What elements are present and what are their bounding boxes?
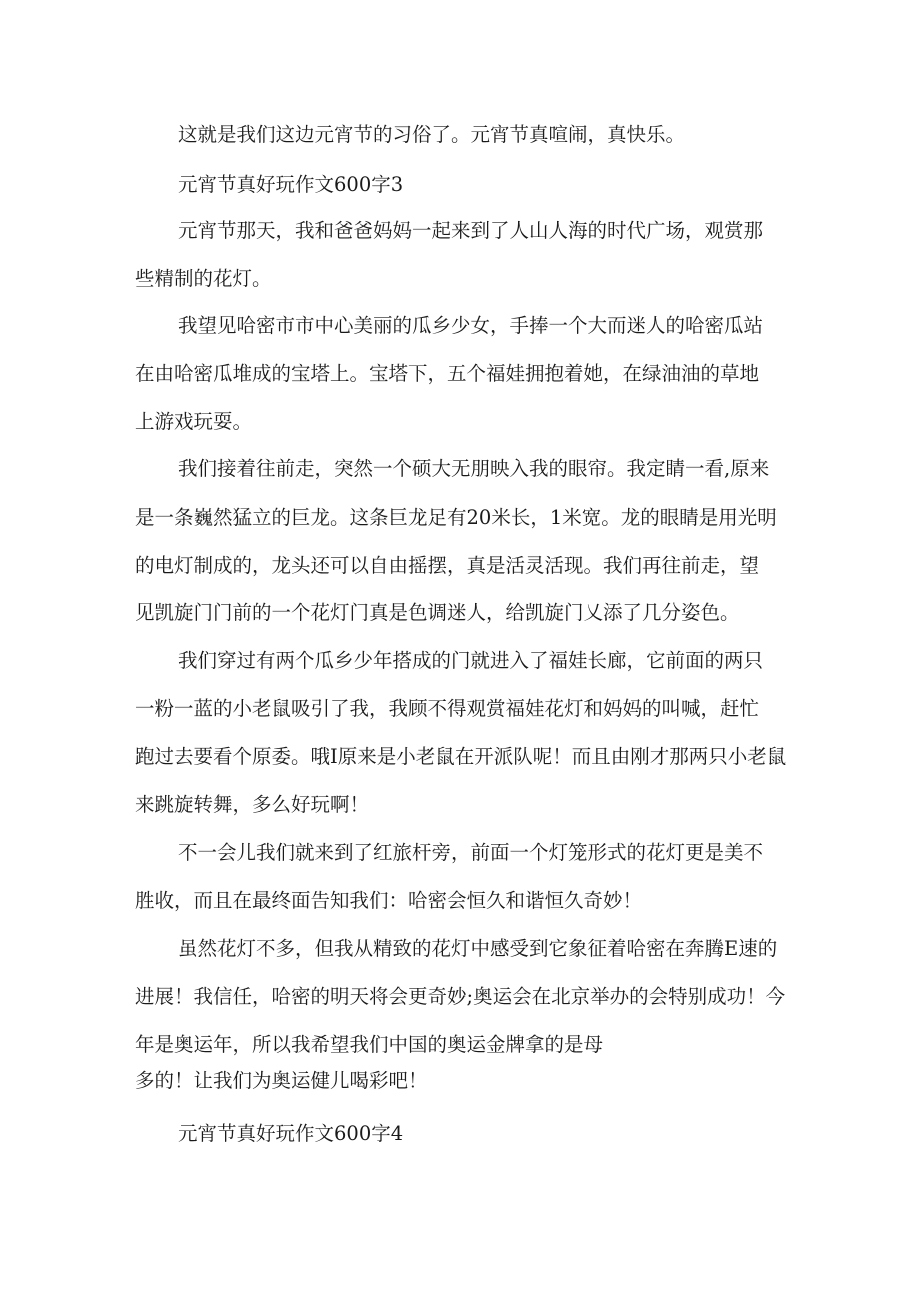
paragraph-line: 我们接着往前走，突然一个硕大无朋映入我的眼帘。我定睛一看,原来 bbox=[178, 457, 770, 480]
section-heading: 元宵节真好玩作文600字3 bbox=[178, 173, 404, 196]
paragraph-line: 的电灯制成的，龙头还可以自由摇摆，真是活灵活现。我们再往前走，望 bbox=[135, 554, 760, 577]
paragraph-line: 些精制的花灯。 bbox=[135, 267, 272, 290]
paragraph-line: 在由哈密瓜堆成的宝塔上。宝塔下，五个福娃拥抱着她，在绿油油的草地 bbox=[135, 362, 760, 385]
paragraph-line: 元宵节那天，我和爸爸妈妈一起来到了人山人海的时代广场，观赏那 bbox=[178, 219, 764, 242]
paragraph-line: 一粉一蓝的小老鼠吸引了我，我顾不得观赏福娃花灯和妈妈的叫喊，赶忙 bbox=[135, 697, 760, 720]
paragraph-line: 来跳旋转舞，多么好玩啊！ bbox=[135, 793, 370, 816]
paragraph-line: 我望见哈密市市中心美丽的瓜乡少女，手捧一个大而迷人的哈密瓜站 bbox=[178, 314, 764, 337]
paragraph-line: 我们穿过有两个瓜乡少年搭成的门就进入了福娃长廊，它前面的两只 bbox=[178, 649, 764, 672]
paragraph-line: 跑过去要看个原委。哦I原来是小老鼠在开派队呢！而且由刚才那两只小老鼠 bbox=[135, 745, 787, 768]
paragraph-line: 多的！让我们为奥运健儿喝彩吧！ bbox=[135, 1069, 428, 1092]
paragraph-line: 年是奥运年，所以我希望我们中国的奥运金牌拿的是母 bbox=[135, 1033, 604, 1056]
paragraph-line: 这就是我们这边元宵节的习俗了。元宵节真喧闹，真快乐。 bbox=[178, 123, 686, 146]
paragraph-line: 虽然花灯不多，但我从精致的花灯中感受到它象征着哈密在奔腾E速的 bbox=[178, 937, 778, 960]
paragraph-line: 是一条巍然猛立的巨龙。这条巨龙足有20米长，1米宽。龙的眼睛是用光明 bbox=[135, 506, 777, 529]
paragraph-line: 进展！我信任，哈密的明天将会更奇妙;奥运会在北京举办的会特别成功！今 bbox=[135, 985, 786, 1008]
section-heading: 元宵节真好玩作文600字4 bbox=[178, 1122, 404, 1145]
paragraph-line: 不一会儿我们就来到了红旅杆旁，前面一个灯笼形式的花灯更是美不 bbox=[178, 841, 764, 864]
paragraph-line: 胜收，而且在最终面告知我们：哈密会恒久和谐恒久奇妙！ bbox=[135, 889, 643, 912]
paragraph-line: 上游戏玩耍。 bbox=[135, 410, 253, 433]
paragraph-line: 见凯旋门门前的一个花灯门真是色调迷人，给凯旋门乂添了几分姿色。 bbox=[135, 601, 740, 624]
